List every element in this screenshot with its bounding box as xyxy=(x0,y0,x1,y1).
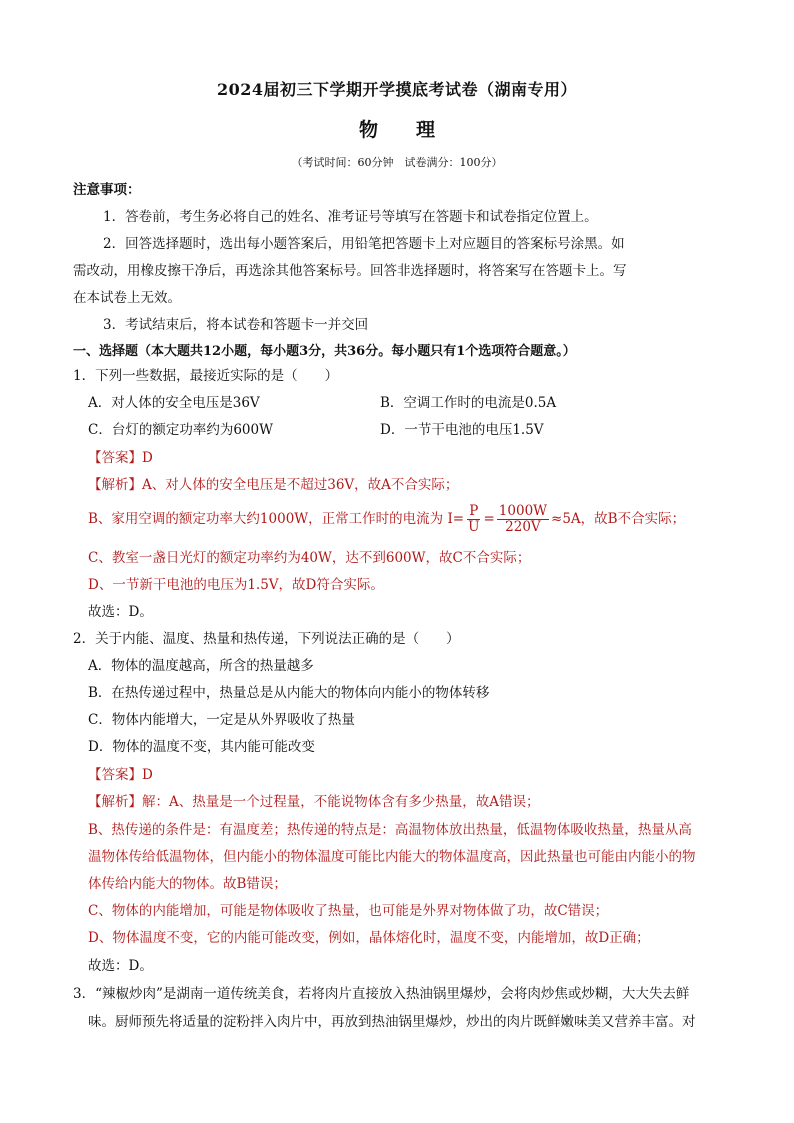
q1-equals-sign: = xyxy=(483,511,495,527)
q2-option-a: A．物体的温度越高，所含的热量越多 xyxy=(88,658,314,674)
q1-fraction-1-denominator: U xyxy=(468,518,480,535)
exam-subject: 物 理 xyxy=(358,119,435,141)
q1-option-a: A．对人体的安全电压是36V xyxy=(88,395,260,411)
notes-item-3: 3．考试结束后，将本试卷和答题卡一并交回 xyxy=(103,317,369,333)
q1-analysis-b-post: ≈5A，故B不合实际； xyxy=(551,511,686,527)
q1-fraction-1-numerator: P xyxy=(469,502,479,519)
notes-item-2-line-2: 需改动，用橡皮擦干净后，再选涂其他答案标号。回答非选择题时，将答案写在答题卡上。写 xyxy=(73,263,627,279)
q2-analysis-b-line-2: 温物体传给低温物体，但内能小的物体温度可能比内能大的物体温度高，因此热量也可能由内能小的物 xyxy=(88,849,696,865)
q2-option-b: B．在热传递过程中，热量总是从内能大的物体向内能小的物体转移 xyxy=(88,685,490,701)
q1-fraction-2-numerator: 1000W xyxy=(498,502,548,519)
q2-answer-value: D xyxy=(142,767,153,783)
q1-analysis-b xyxy=(88,502,685,536)
q2-answer-tag: 【答案】 xyxy=(88,767,142,783)
q1-analysis-c: C、教室一盏日光灯的额定功率约为40W，达不到600W，故C不合实际； xyxy=(88,550,531,566)
q2-conclusion: 故选：D。 xyxy=(88,958,153,974)
q2-analysis-b-line-1: B、热传递的条件是：有温度差；热传递的特点是：高温物体放出热量，低温物体吸收热量，热量从高 xyxy=(88,822,692,838)
q1-analysis-a xyxy=(88,476,458,494)
q1-answer xyxy=(88,449,153,467)
q1-fraction-power-voltage xyxy=(466,504,481,535)
exam-info: （考试时间：60分钟 试卷满分：100分） xyxy=(291,156,503,169)
notes-heading: 注意事项： xyxy=(73,182,141,198)
notes-item-2-line-3: 在本试卷上无效。 xyxy=(73,290,181,306)
q1-fraction-values xyxy=(497,504,549,535)
q3-stem-line-1: 3．“辣椒炒肉”是湖南一道传统美食，若将肉片直接放入热油锅里爆炒，会将肉炒焦或炒糊，大大失去鲜 xyxy=(73,986,690,1002)
exam-title: 2024届初三下学期开学摸底考试卷（湖南专用） xyxy=(216,80,578,99)
q2-analysis-a xyxy=(88,793,540,811)
q1-conclusion: 故选：D。 xyxy=(88,604,153,620)
q3-stem-line-2: 味。厨师预先将适量的淀粉拌入肉片中，再放到热油锅里爆炒，炒出的肉片既鲜嫩味美又营养丰富。对 xyxy=(88,1014,696,1030)
q1-option-c: C．台灯的额定功率约为600W xyxy=(88,422,273,438)
notes-item-1: 1．答卷前，考生务必将自己的姓名、准考证号等填写在答题卡和试卷指定位置上。 xyxy=(103,209,598,225)
q1-analysis-tag: 【解析】 xyxy=(88,477,142,493)
q1-fraction-2-denominator: 220V xyxy=(505,518,541,535)
q2-option-c: C．物体内能增大，一定是从外界吸收了热量 xyxy=(88,712,355,728)
q1-stem: 1．下列一些数据，最接近实际的是（ ） xyxy=(73,368,339,384)
q1-option-b: B．空调工作时的电流是0.5A xyxy=(380,395,557,411)
q2-analysis-tag: 【解析】 xyxy=(88,794,142,810)
q2-option-d: D．物体的温度不变，其内能可能改变 xyxy=(88,739,315,755)
q1-analysis-b-pre: B、家用空调的额定功率大约1000W，正常工作时的电流为 I= xyxy=(88,511,465,527)
q1-option-d: D．一节干电池的电压1.5V xyxy=(380,422,544,438)
q2-analysis-c: C、物体的内能增加，可能是物体吸收了热量，也可能是外界对物体做了功，故C错误； xyxy=(88,903,609,919)
section-heading: 一、选择题（本大题共12小题，每小题3分，共36分。每小题只有1个选项符合题意。） xyxy=(73,344,576,359)
q1-answer-tag: 【答案】 xyxy=(88,450,142,466)
q2-answer xyxy=(88,766,153,784)
q1-analysis-d: D、一节新干电池的电压为1.5V，故D符合实际。 xyxy=(88,577,384,593)
q2-analysis-d: D、物体温度不变，它的内能可能改变，例如，晶体熔化时，温度不变，内能增加，故D正确； xyxy=(88,930,650,946)
notes-item-2-line-1: 2．回答选择题时，选出每小题答案后，用铅笔把答题卡上对应题目的答案标号涂黑。如 xyxy=(103,236,625,252)
q1-answer-value: D xyxy=(142,450,153,466)
q1-analysis-a-text: A、对人体的安全电压是不超过36V，故A不合实际； xyxy=(142,477,459,493)
q2-analysis-a-text: 解：A、热量是一个过程量，不能说物体含有多少热量，故A错误； xyxy=(142,794,540,810)
q2-stem: 2．关于内能、温度、热量和热传递，下列说法正确的是（ ） xyxy=(73,631,460,647)
q2-analysis-b-line-3: 体传给内能大的物体。故B错误； xyxy=(88,876,287,892)
